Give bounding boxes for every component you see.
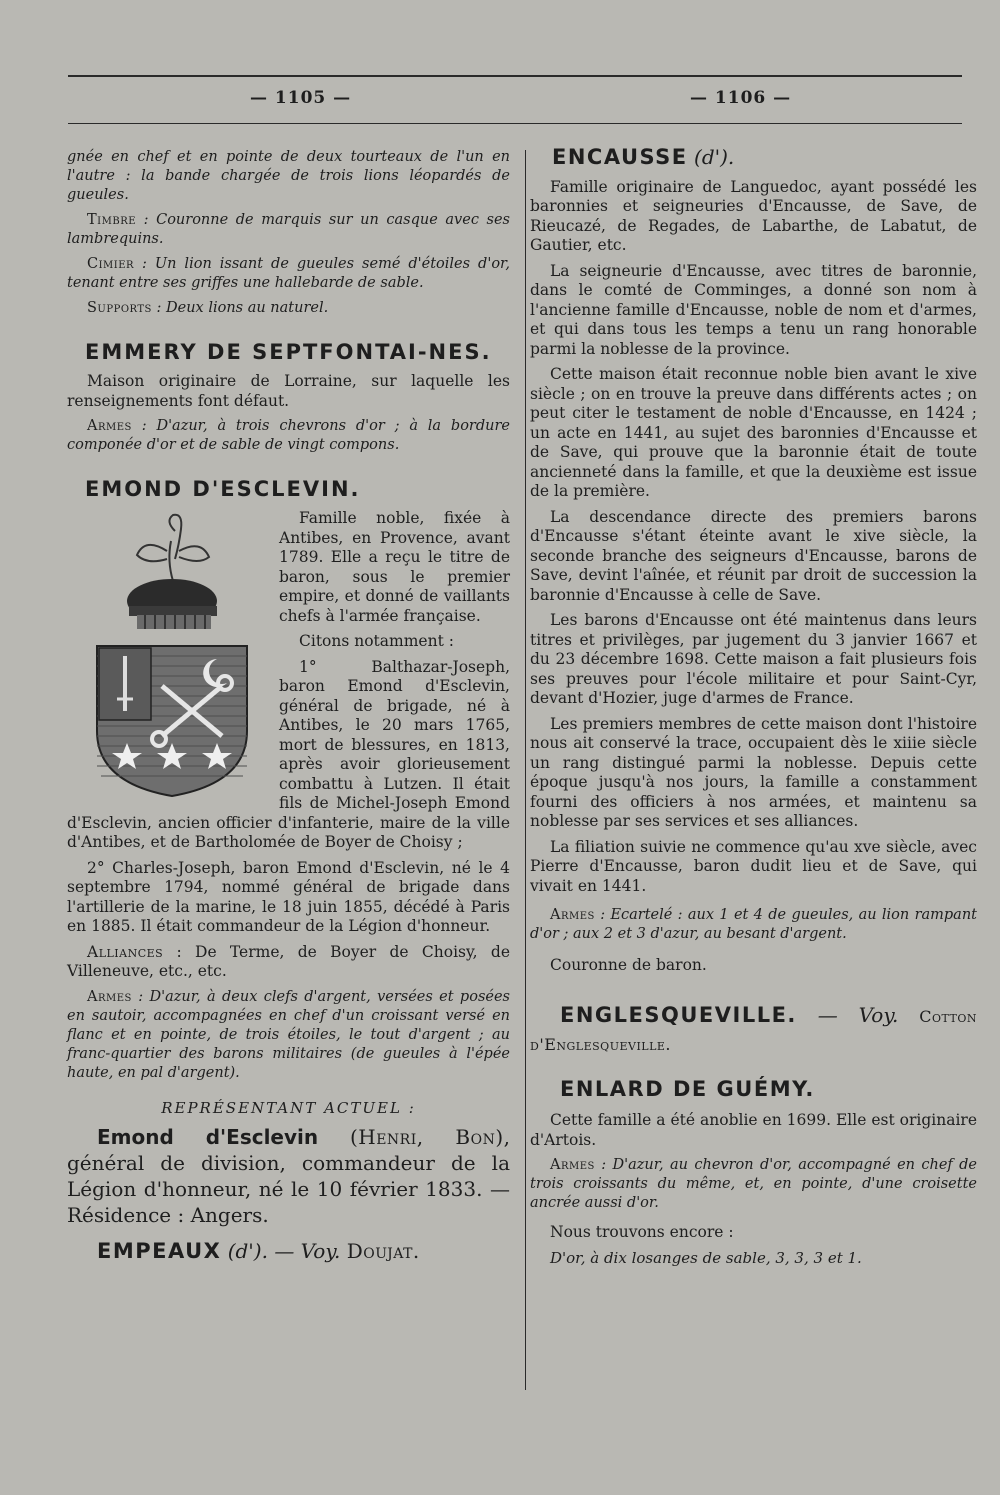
- crown-icon: [127, 579, 217, 629]
- representative-given-name: (Henri, Bon): [318, 1125, 504, 1149]
- supports-entry: [67, 299, 510, 318]
- emond-armes-text: : D'azur, à deux clefs d'argent, versées et posées en sautoir, accompagnées en chef d'un croissant versé en flanc et en pointe, de trois étoiles, le tout d'argent ; au franc-quartier des barons militaires (de gueules à l'épée haute, en pal d'argent).: [67, 988, 510, 1081]
- left-column: [67, 148, 510, 1268]
- encausse-paragraph-3: Cette maison était reconnue noble bien avant le xive siècle ; on en trouve la preuve dans différents actes ; on peut citer le testament de noble d'Encausse, en 1424 ; un acte en 1441, au sujet des baronnies d'Encausse et de Save, qui prouve que la baronnie était de toute ancienneté dans la famille, et que la deuxième est issue de la première.: [530, 365, 977, 500]
- header-rule-top: [68, 75, 962, 77]
- continued-blazon: gnée en chef et en pointe de deux tourteaux de l'un en l'autre : la bande chargée de trois lions léopardés de gueules.: [67, 149, 510, 203]
- page-number-left: — 1105 —: [250, 88, 352, 108]
- encausse-title: ENCAUSSE: [552, 145, 688, 169]
- emmery-armes: [67, 417, 510, 455]
- plume-icon: [137, 515, 209, 581]
- encausse-paragraph-6: Les premiers membres de cette maison dont l'histoire nous ait conservé la trace, occupaient dès le xiiie siècle un rang distingué parmi la noblesse. Depuis cette époque jusqu'à nos jours, la famille a constamment fourni des officiers à nos armées, et maintenu sa noblesse par ses services et ses alliances.: [530, 714, 977, 830]
- cimier-entry: [67, 255, 510, 293]
- englesqueville-reference: Cotton d'Englesqueville.: [530, 1006, 977, 1054]
- header-rule-bottom: [68, 123, 962, 124]
- supports-label: Supports: [87, 300, 152, 316]
- representative-heading: REPRÉSENTANT ACTUEL :: [161, 1098, 416, 1117]
- alliances-entry: [67, 943, 510, 982]
- empeaux-heading: EMPEAUX: [97, 1239, 222, 1263]
- cimier-label: Cimier: [87, 256, 135, 272]
- encausse-paragraph-7: La filiation suivie ne commence qu'au xve siècle, avec Pierre d'Encausse, baron dudit lieu et de Save, qui vivait en 1441.: [530, 837, 977, 895]
- emmery-armes-text: : D'azur, à trois chevrons d'or ; à la bordure componée d'or et de sable de vingt compons.: [67, 418, 510, 453]
- enlard-title: ENLARD DE GUÉMY.: [560, 1076, 815, 1101]
- empeaux-reference: Doujat.: [346, 1239, 420, 1263]
- englesqueville-entry: [530, 1002, 977, 1058]
- encausse-armes-text: : Ecartelé : aux 1 et 4 de gueules, au lion rampant d'or ; aux 2 et 3 d'azur, au besant d'argent.: [530, 907, 977, 942]
- coat-of-arms-image: [67, 511, 267, 806]
- empeaux-entry: [97, 1239, 510, 1263]
- encausse-heading: [552, 145, 977, 170]
- emmery-description: Maison originaire de Lorraine, sur laquelle les renseignements font défaut.: [67, 372, 510, 410]
- emmery-heading: EMMERY DE SEPTFONTAI-NES.: [85, 340, 492, 364]
- encausse-couronne: Couronne de baron.: [550, 956, 707, 974]
- empeaux-voy: — Voy.: [267, 1239, 347, 1263]
- empeaux-particle: (d').: [221, 1239, 268, 1263]
- supports-text: : Deux lions au naturel.: [151, 300, 329, 316]
- emond-heading: EMOND D'ESCLEVIN.: [85, 477, 361, 501]
- emond-armes: [67, 988, 510, 1083]
- enlard-paragraph-1: Cette famille a été anoblie en 1699. Elle est originaire d'Artois.: [530, 1111, 977, 1149]
- encausse-armes-label: Armes: [550, 907, 595, 923]
- emmery-armes-label: Armes: [87, 418, 132, 434]
- representative-name: Emond d'Esclevin: [97, 1125, 319, 1149]
- encausse-particle: (d').: [687, 145, 735, 169]
- representative-details: , général de division, commandeur de la Légion d'honneur, né le 10 février 1833. — Résidence : Angers.: [67, 1125, 511, 1227]
- englesqueville-heading: ENGLESQUEVILLE.: [560, 1002, 797, 1027]
- right-column: [530, 145, 977, 1274]
- shield-icon: [97, 646, 247, 796]
- encausse-paragraph-1: Famille originaire de Languedoc, ayant possédé les baronnies et seigneuries d'Encausse, de Save, de Rieucazé, de Regades, de Labarthe, de Labatut, de Gautier, etc.: [530, 177, 977, 254]
- timbre-text: : Couronne de marquis sur un casque avec ses lambrequins.: [67, 212, 510, 247]
- page-number-right: — 1106 —: [690, 88, 792, 108]
- column-divider: [525, 150, 526, 1390]
- representative-entry: [67, 1124, 510, 1228]
- emond-paragraph-2: Citons notamment :: [299, 632, 454, 650]
- emond-paragraph-4: 2° Charles-Joseph, baron Emond d'Esclevin, né le 4 septembre 1794, nommé général de brigade dans l'artillerie de la marine, le 18 juin 1855, décédé à Paris en 1885. Il était commandeur de la Légion d'honneur.: [67, 858, 510, 935]
- enlard-armes-text: : D'azur, au chevron d'or, accompagné en chef de trois croissants du même, et, en pointe, d'une croisette ancrée aussi d'or.: [530, 1157, 977, 1211]
- timbre-entry: [67, 211, 510, 249]
- enlard-heading: [560, 1076, 977, 1102]
- alliances-text: : De Terme, de Boyer de Choisy, de Villeneuve, etc., etc.: [67, 942, 510, 980]
- encausse-paragraph-5: Les barons d'Encausse ont été maintenus dans leurs titres et privilèges, par jugement du 3 janvier 1667 et du 23 décembre 1698. Cette maison a fait plusieurs fois ses preuves pour l'école militaire et pour Saint-Cyr, devant d'Hozier, juge d'armes de France.: [530, 611, 977, 707]
- alliances-label: Alliances: [87, 942, 164, 961]
- emond-paragraph-1: Famille noble, fixée à Antibes, en Provence, avant 1789. Elle a reçu le titre de baron, sous le premier empire, et donné de vaillants chefs à l'armée française.: [279, 509, 510, 625]
- timbre-label: Timbre: [87, 212, 137, 228]
- encausse-paragraph-4: La descendance directe des premiers barons d'Encausse s'étant éteinte avant le xive siècle, la seconde branche des seigneurs d'Encausse, barons de Save, devint l'aînée, et réunit par droit de succession la baronnie d'Encausse à celle de Save.: [530, 507, 977, 604]
- enlard-paragraph-3: D'or, à dix losanges de sable, 3, 3, 3 et 1.: [550, 1248, 862, 1267]
- encausse-armes: [530, 906, 977, 944]
- enlard-paragraph-2: Nous trouvons encore :: [550, 1223, 734, 1241]
- emond-armes-label: Armes: [87, 988, 132, 1005]
- englesqueville-voy: — Voy.: [796, 1002, 920, 1027]
- encausse-paragraph-2: La seigneurie d'Encausse, avec titres de baronnie, dans le comté de Comminges, a donné son nom à l'ancienne famille d'Encausse, noble de nom et d'armes, et qui dans tous les temps a tenu un rang honorable parmi la noblesse de la province.: [530, 261, 977, 358]
- enlard-armes-label: Armes: [550, 1157, 595, 1173]
- emond-paragraph-3: 1° Balthazar-Joseph, baron Emond d'Esclevin, général de brigade, né à Antibes, le 20 mars 1765, mort de blessures, en 1813, après avoir glorieusement combattu à Lutzen. Il était fils de Michel-Joseph Emond d'Esclevin, ancien officier d'infanterie, maire de la ville d'Antibes, et de Bartholomée de Boyer de Choisy ;: [67, 657, 510, 851]
- cimier-text: : Un lion issant de gueules semé d'étoiles d'or, tenant entre ses griffes une hallebarde de sable.: [67, 256, 510, 291]
- enlard-armes: [530, 1156, 977, 1213]
